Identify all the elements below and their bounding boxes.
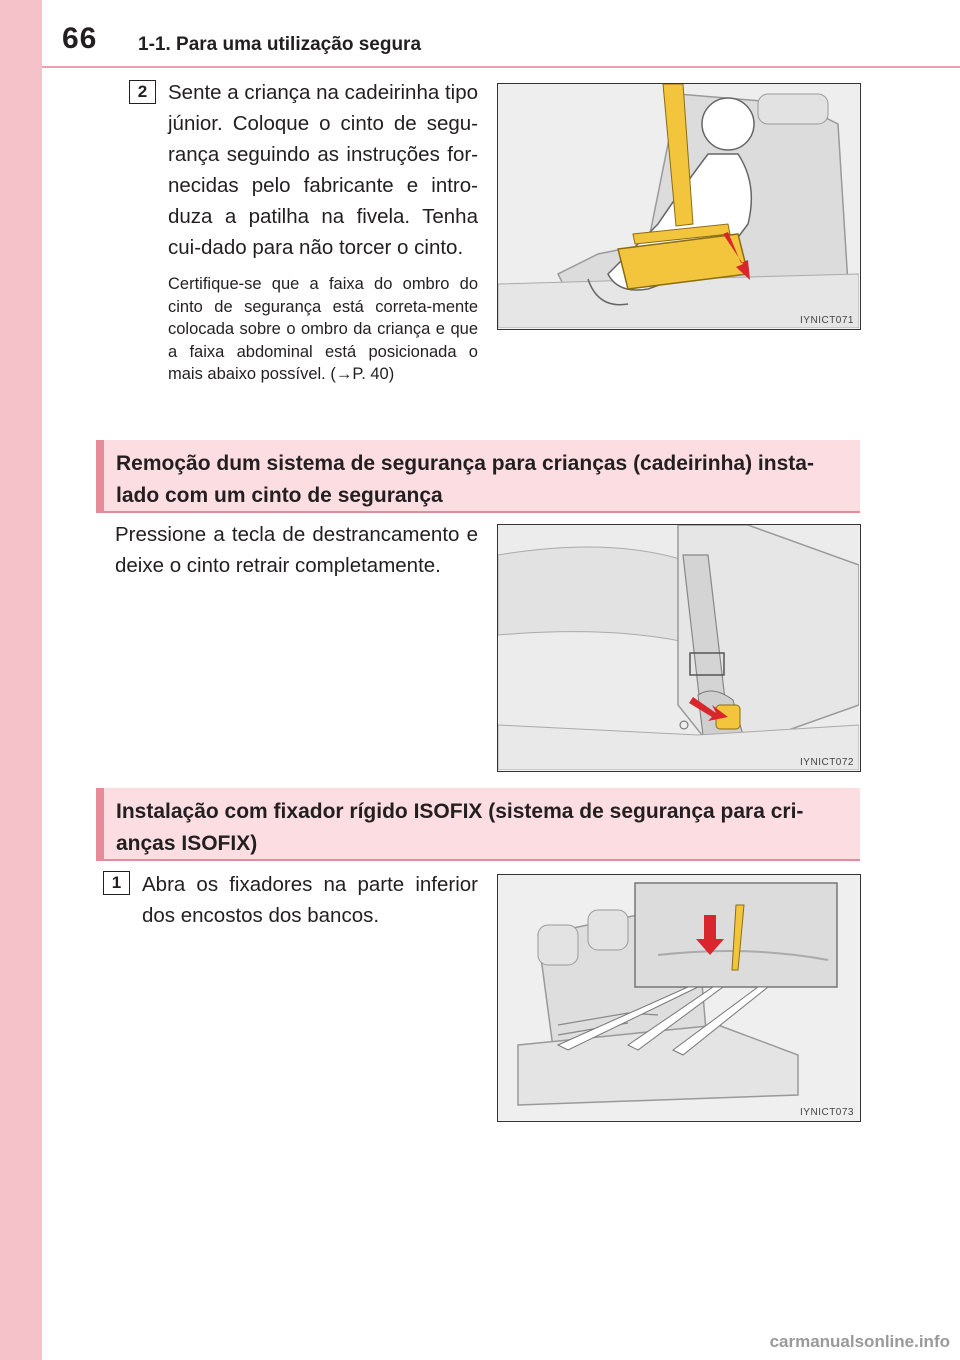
section-title: 1-1. Para uma utilização segura [138, 34, 422, 55]
watermark: carmanualsonline.info [769, 1332, 950, 1351]
removal-text: Pressione a tecla de destrancamento e deixe o cinto retrair completamente. [115, 523, 478, 577]
step-number-badge: 2 [129, 80, 156, 104]
page-number: 66 [62, 22, 98, 55]
belt-release-illustration [498, 525, 859, 770]
step-2-text: Sente a criança na cadeirinha tipo júnior. Coloque o cinto de segu-rança seguindo as instruções for-necidas pelo fabricante e intro-duza a patilha na fivela. Tenha cui-dado para não torcer o cinto. [168, 81, 478, 259]
isofix-heading: Instalação com fixador rígido ISOFIX (sistema de segurança para cri-anças ISOFIX) [116, 800, 804, 855]
figure-booster-seat [497, 83, 861, 330]
figure-code: IYNICT071 [800, 315, 854, 326]
isofix-step-1-text: Abra os fixadores na parte inferior dos encostos dos bancos. [142, 873, 478, 927]
booster-seat-illustration [498, 84, 859, 328]
figure-isofix-anchors [497, 874, 861, 1122]
isofix-heading-bar [96, 788, 860, 861]
header-rule [42, 66, 960, 68]
side-color-strip [0, 0, 42, 1360]
figure-code: IYNICT072 [800, 757, 854, 768]
removal-heading: Remoção dum sistema de segurança para crianças (cadeirinha) insta-lado com um cinto de segurança [116, 452, 814, 507]
figure-belt-release [497, 524, 861, 772]
step-2-note: Certifique-se que a faixa do ombro do cinto de segurança está correta-mente colocada sobre o ombro da criança e que a faixa abdominal está posicionada o mais abaixo possível. (→P. 40) [168, 275, 478, 383]
figure-code: IYNICT073 [800, 1107, 854, 1118]
isofix-illustration [498, 875, 859, 1120]
removal-heading-bar [96, 440, 860, 513]
step-number-badge: 1 [103, 871, 130, 895]
